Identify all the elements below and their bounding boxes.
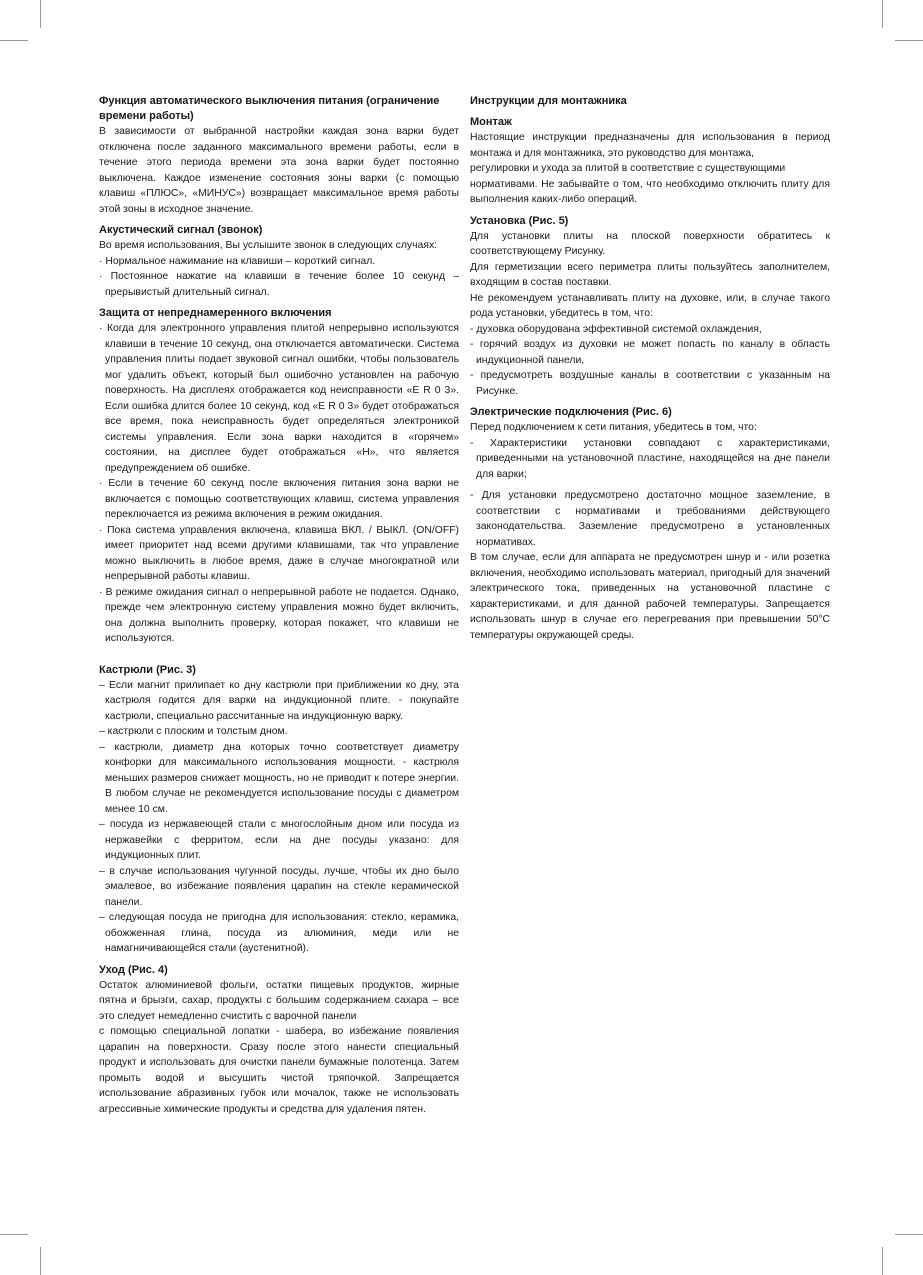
section-title: Монтаж — [470, 116, 512, 128]
paragraph: Для установки плиты на плоской поверхности обратитесь к соответствующему Рисунку. — [470, 230, 830, 257]
list-item: - духовка оборудована эффективной системой охлаждения, — [470, 323, 762, 335]
right-column — [470, 94, 830, 649]
list-item: · Если в течение 60 секунд после включения питания зона варки не включается с помощью соответствующих клавиш, система управления переключается из режима включения в режим ожидания. — [99, 478, 459, 520]
left-column — [99, 94, 459, 1123]
list-item: - горячий воздух из духовки не может попасть по каналу в область индукционной панели, — [470, 339, 830, 366]
page-heading: Инструкции для монтажника — [470, 95, 627, 107]
crop-mark — [882, 1247, 883, 1275]
paragraph: В зависимости от выбранной настройки каждая зона варки будет отключена после заданного максимального времени работы, если в течение этого периода времени эта зона варки будет постоянно выключена. Каждое изменение состояния зоны варки (с помощью клавиш «ПЛЮС», «МИНУС») возвращает максимальное время работы этой зоны в исходное значение. — [99, 126, 459, 215]
section-title: Защита от непреднамеренного включения — [99, 307, 332, 319]
list-item: – посуда из нержавеющей стали с многослойным дном или посуда из нержавейки с ферритом, если на дне посуды указано: для индукционных плит. — [99, 819, 459, 861]
list-item: - Для установки предусмотрено достаточно мощное заземление, в соответствии с нормативами и требованиями действующего законодательства. Заземление предусмотрено в установленных нормативах. — [470, 490, 830, 548]
section-protection — [99, 306, 459, 647]
section-pans — [99, 663, 459, 957]
paragraph: Не рекомендуем устанавливать плиту на духовке, или, в случае такого рода установки, убедитесь в том, что: — [470, 292, 830, 319]
list-item: - Характеристики установки совпадают с характеристиками, приведенными на установочной пластине, находящейся на дне панели для варки; — [470, 437, 830, 480]
paragraph: Настоящие инструкции предназначены для использования в период монтажа и для монтажника, это руководство для монтажа, — [470, 132, 830, 159]
crop-mark — [40, 1247, 41, 1275]
list-item: - предусмотреть воздушные каналы в соответствии с указанным на Рисунке. — [470, 370, 830, 397]
list-item: – в случае использования чугунной посуды, лучше, чтобы их дно было эмалевое, во избежание появления царапин на стекле керамической панели. — [99, 865, 459, 908]
list-item: – кастрюли, диаметр дна которых точно соответствует диаметру конфорки для максимального использования мощности. - кастрюля меньших размеров снижает мощность, но не приводит к потере энергии. В любом случае не рекомендуется использование посуды с диаметром менее 10 см. — [99, 741, 459, 815]
section-title: Функция автоматического выключения питания (ограничение времени работы) — [99, 95, 440, 122]
section-auto-off — [99, 94, 459, 217]
section-title: Электрические подключения (Рис. 6) — [470, 406, 672, 418]
section-care — [99, 963, 459, 1118]
crop-mark — [895, 40, 923, 41]
list-item: – кастрюли с плоским и толстым дном. — [99, 726, 288, 737]
list-item: – следующая посуда не пригодна для использования: стекло, керамика, обожженная глина, посуда из алюминия, меди или не намагничивающейся стали (аустенитной). — [99, 912, 459, 954]
paragraph: Во время использования, Вы услышите звонок в следующих случаях: — [99, 240, 438, 251]
section-installer — [470, 94, 830, 109]
list-item: · Пока система управления включена, клавиша ВКЛ. / ВЫКЛ. (ON/OFF) имеет приоритет над всеми другими клавишами, так что управление можно выключить в любое время, даже в случае многократной или непрерывной работы клавиш. — [99, 524, 459, 582]
crop-mark — [40, 0, 41, 28]
crop-mark — [0, 40, 28, 41]
crop-mark — [895, 1234, 923, 1235]
paragraph: В том случае, если для аппарата не предусмотрен шнур и - или розетка включения, необходимо использовать материал, пригодный для значений электрического тока, приведенных на установочной пластине с характеристиками, и для данной рабочей температуры. Запрещается использовать шнур в случае его перегревания при превышении 50°C температуры окружающей среды. — [470, 552, 830, 641]
paragraph: Перед подключением к сети питания, убедитесь в том, что: — [470, 422, 757, 433]
list-item: · Когда для электронного управления плитой непрерывно используются клавиши в течение 10 секунд, она отключается автоматически. Система управления плиты подает звуковой сигнал ошибки, чтобы пользователь мог удалить объект, который был ошибочно установлен на рабочую поверхность. На дисплеях отображается код неисправности «E R 0 3». Если ошибка длится более 10 секунд, код «E R 0 3» будет отображаться все время, пока неисправность будет определяться электроникой системы управления. Если зона варки находится в «горячем» состоянии, на дисплее будет отображаться «H», что является предупреждением об ошибке. — [99, 323, 459, 474]
crop-mark — [0, 1234, 28, 1235]
paragraph: регулировки и ухода за плитой в соответствие с существующими — [470, 163, 786, 174]
crop-mark — [882, 0, 883, 28]
section-installation — [470, 214, 830, 400]
section-buzzer — [99, 223, 459, 300]
list-item: · В режиме ожидания сигнал о непрерывной работе не подается. Однако, прежде чем электронную систему управления можно будет включить, она должна выполнить проверку, которая покажет, что клавиши не используются. — [99, 586, 459, 644]
section-mounting — [470, 115, 830, 208]
paragraph: Для герметизации всего периметра плиты пользуйтесь заполнителем, входящим в состав поставки. — [470, 261, 830, 288]
list-item: – Если магнит прилипает ко дну кастрюли при приближении ко дну, эта кастрюля годится для варки на индукционной плите. - покупайте кастрюли, специально рассчитанные на индукционную варку. — [99, 679, 459, 722]
section-title: Кастрюли (Рис. 3) — [99, 663, 196, 676]
section-electric — [470, 405, 830, 643]
paragraph: нормативами. Не забывайте о том, что необходимо отключить плиту для выполнения каких-либо операций. — [470, 178, 830, 205]
section-title: Уход (Рис. 4) — [99, 963, 168, 976]
paragraph: с помощью специальной лопатки - шабера, во избежание появления царапин на поверхности. Сразу после этого нанести специальный продукт и использовать для очистки панели бумажные полотенца. Затем промыть водой и высушить чистой тряпочкой. Запрещается использование абразивных губок или мочалок, также не использовать агрессивные химические продукты и средства для удаления пятен. — [99, 1026, 459, 1115]
paragraph: Остаток алюминиевой фольги, остатки пищевых продуктов, жирные пятна и брызги, сахар, продукты с большим содержанием сахара – все это следует немедленно счистить с варочной панели — [99, 979, 459, 1022]
section-title: Акустический сигнал (звонок) — [99, 224, 263, 236]
list-item: · Нормальное нажимание на клавиши – короткий сигнал. — [99, 255, 376, 267]
section-title: Установка (Рис. 5) — [470, 214, 569, 227]
list-item: · Постоянное нажатие на клавиши в течение более 10 секунд – прерывистый длительный сигнал. — [99, 271, 459, 298]
